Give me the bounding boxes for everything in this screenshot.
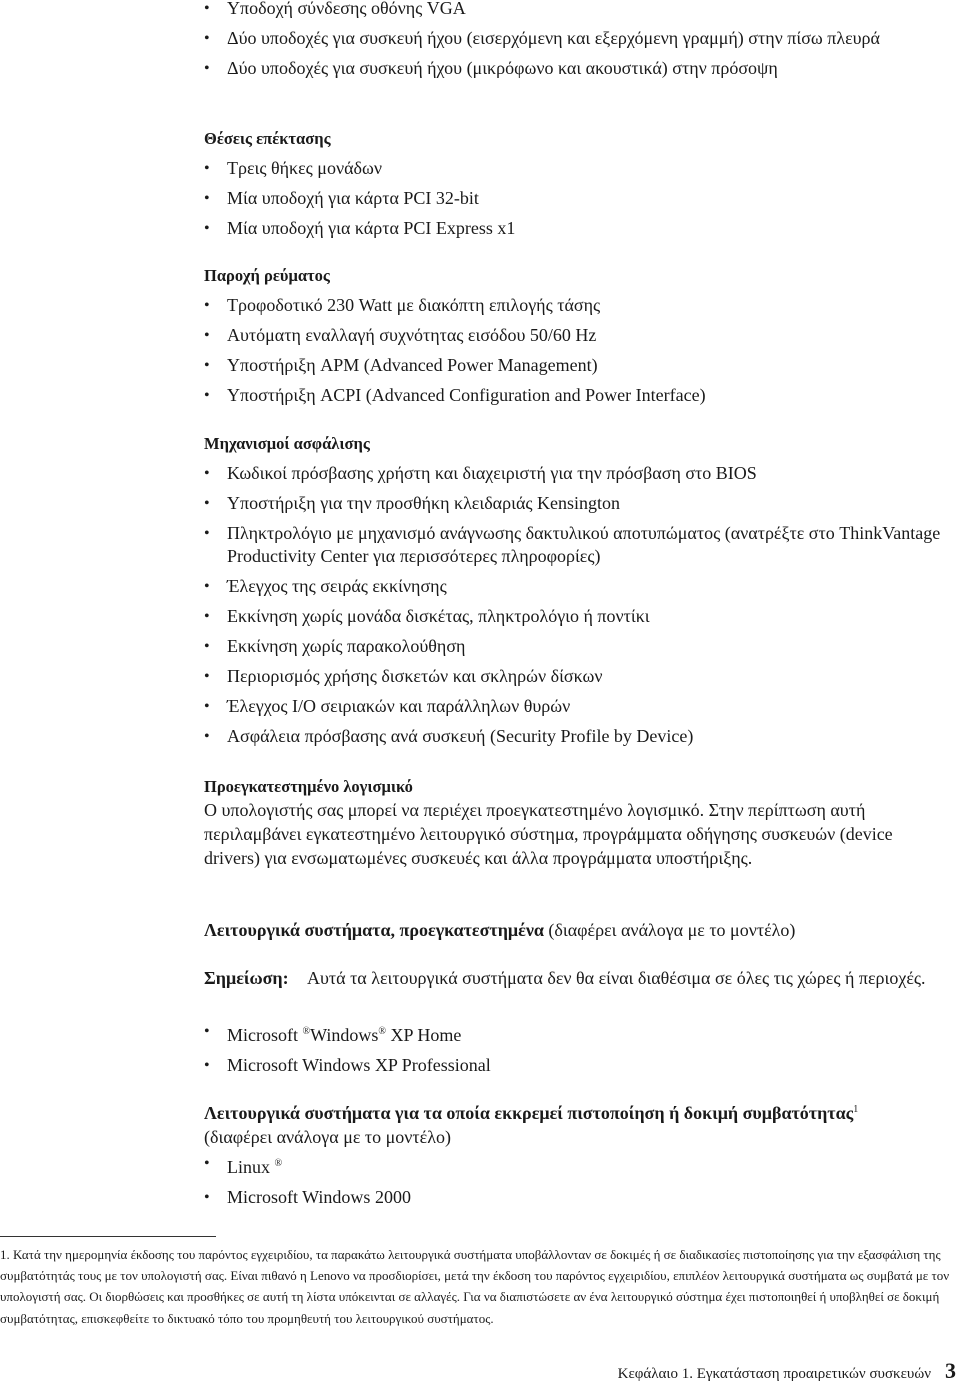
- note: [204, 966, 952, 990]
- section-heading-expansion: Θέσεις επέκτασης: [204, 129, 331, 148]
- list-item: • Μία υποδοχή για κάρτα PCI 32-bit: [204, 187, 952, 210]
- list-item: • Αυτόματη εναλλαγή συχνότητας εισόδου 50/60 Hz: [204, 324, 952, 347]
- os-pending-heading: [204, 1098, 952, 1149]
- section-heading-preinstalled: Προεγκατεστημένο λογισμικό: [204, 777, 413, 796]
- preinstalled-text: Ο υπολογιστής σας μπορεί να περιέχει προεγκατεστημένο λογισμικό. Στην περίπτωση αυτή περιλαμβάνει εγκατεστημένο λειτουργικό σύστημα, προγράμματα οδήγησης συσκευών (device drivers) για ενσωματωμένες συσκευές και άλλα προγράμματα υποστήριξης.: [204, 800, 893, 868]
- list-item: • Περιορισμός χρήσης δισκετών και σκληρών δίσκων: [204, 665, 952, 688]
- registered-mark: ®: [274, 1158, 283, 1169]
- os-item-part: Linux: [227, 1157, 270, 1177]
- os-item-part: XP Home: [386, 1025, 462, 1045]
- list-item: • Υποστήριξη για την προσθήκη κλειδαριάς Kensington: [204, 492, 952, 515]
- list-item: • Υποδοχή σύνδεσης οθόνης VGA: [204, 0, 952, 20]
- list-item: [204, 1020, 952, 1047]
- os-preinstalled-title: Λειτουργικά συστήματα, προεγκατεστημένα: [204, 920, 544, 940]
- list-item: [204, 1152, 952, 1179]
- list-item: • Κωδικοί πρόσβασης χρήστη και διαχειριστή για την πρόσβαση στο BIOS: [204, 462, 952, 485]
- security-list: [204, 462, 952, 755]
- list-item: • Πληκτρολόγιο με μηχανισμό ανάγνωσης δακτυλικού αποτυπώματος (ανατρέξτε στο ThinkVantage Productivity Center για περισσότερες πληροφορίες): [204, 522, 952, 568]
- page-footer: [618, 1358, 956, 1384]
- os-preinstalled-list: [204, 1020, 952, 1084]
- note-label: Σημείωση:: [204, 968, 289, 988]
- list-item: • Ασφάλεια πρόσβασης ανά συσκευή (Security Profile by Device): [204, 725, 952, 748]
- section-heading-security: Μηχανισμοί ασφάλισης: [204, 434, 370, 453]
- list-item: • Έλεγχος I/O σειριακών και παράλληλων θυρών: [204, 695, 952, 718]
- registered-mark: ®: [378, 1026, 386, 1037]
- list-item: • Τροφοδοτικό 230 Watt με διακόπτη επιλογής τάσης: [204, 294, 952, 317]
- connectors-list: [204, 0, 952, 87]
- registered-mark: ®: [302, 1026, 311, 1037]
- os-preinstalled-suffix: (διαφέρει ανάλογα με το μοντέλο): [543, 920, 796, 940]
- list-item: • Δύο υποδοχές για συσκευή ήχου (μικρόφωνο και ακουστικά) στην πρόσοψη: [204, 57, 952, 80]
- list-item: • Υποστήριξη APM (Advanced Power Management): [204, 354, 952, 377]
- os-pending-title: Λειτουργικά συστήματα για τα οποία εκκρεμεί πιστοποίηση ή δοκιμή συμβατότητας: [204, 1103, 854, 1123]
- footnote-rule: [0, 1236, 216, 1237]
- page-number: 3: [945, 1358, 956, 1383]
- list-item: • Δύο υποδοχές για συσκευή ήχου (εισερχόμενη και εξερχόμενη γραμμή) στην πίσω πλευρά: [204, 27, 927, 50]
- list-item: • Εκκίνηση χωρίς μονάδα δισκέτας, πληκτρολόγιο ή ποντίκι: [204, 605, 952, 628]
- os-preinstalled-heading: [204, 918, 952, 942]
- list-item: • Microsoft Windows XP Professional: [204, 1054, 952, 1077]
- os-item-part: Microsoft: [227, 1025, 303, 1045]
- os-pending-suffix: (διαφέρει ανάλογα με το μοντέλο): [204, 1127, 451, 1147]
- list-item: • Μία υποδοχή για κάρτα PCI Express x1: [204, 217, 952, 240]
- list-item: • Τρεις θήκες μονάδων: [204, 157, 952, 180]
- list-item: • Εκκίνηση χωρίς παρακολούθηση: [204, 635, 952, 658]
- os-item-part: Windows: [310, 1025, 379, 1045]
- footnote-ref: 1: [853, 1104, 859, 1115]
- os-pending-list: [204, 1152, 952, 1216]
- footnote: 1. Κατά την ημερομηνία έκδοσης του παρόντος εγχειριδίου, τα παρακάτω λειτουργικά συστήματα υποβάλλονταν σε δοκιμές ή σε διαδικασίες πιστοποίησης για την εξασφάλιση της συμβατότητάς τους με τον υπολογιστή σας. Είναι πιθανό η Lenovo να προσδιορίσει, μετά την έκδοση του παρόντος εγχειριδίου, επιπλέον λειτουργικά συστήματα ως συμβατά με τον υπολογιστή σας. Οι διορθώσεις και προσθήκες σε αυτή τη λίστα υπόκεινται σε αλλαγές. Για να διαπιστώσετε αν ένα λειτουργικό σύστημα έχει πιστοποιηθεί ή υποβληθεί σε δοκιμή συμβατότητας, επισκεφθείτε το δικτυακό τόπο του προμηθευτή του λειτουργικού συστήματος.: [0, 1247, 950, 1326]
- section-heading-power: Παροχή ρεύματος: [204, 266, 330, 285]
- list-item: • Έλεγχος της σειράς εκκίνησης: [204, 575, 952, 598]
- chapter-title: Κεφάλαιο 1. Εγκατάσταση προαιρετικών συσκευών: [617, 1366, 931, 1382]
- note-text: Αυτά τα λειτουργικά συστήματα δεν θα είναι διαθέσιμα σε όλες τις χώρες ή περιοχές.: [307, 968, 926, 988]
- expansion-list: [204, 157, 952, 247]
- power-list: [204, 294, 952, 414]
- list-item: • Microsoft Windows 2000: [204, 1186, 952, 1209]
- list-item: • Υποστήριξη ACPI (Advanced Configuration and Power Interface): [204, 384, 952, 407]
